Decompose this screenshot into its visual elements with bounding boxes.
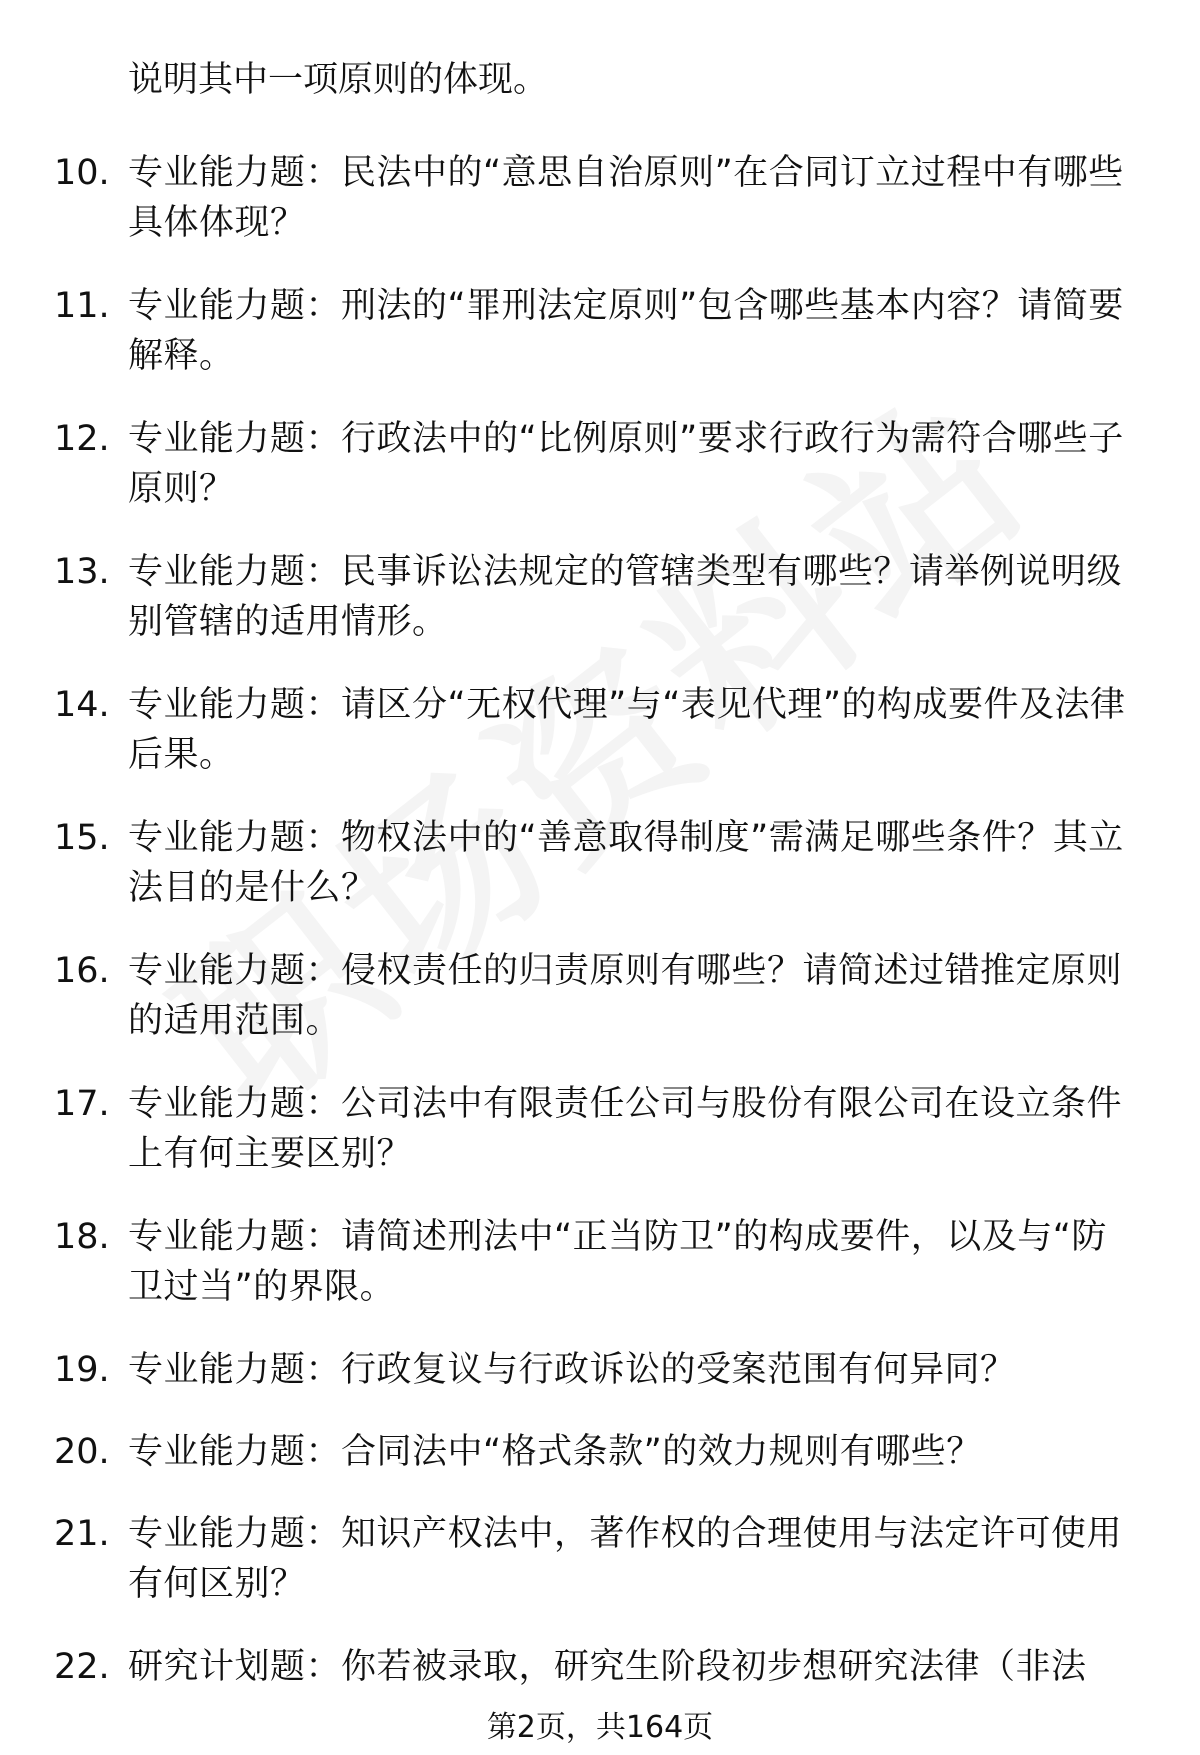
question-number: 10. xyxy=(54,153,110,193)
question-text: 专业能力题：民事诉讼法规定的管辖类型有哪些？请举例说明级别管辖的适用情形。 xyxy=(128,552,1123,642)
question-text: 专业能力题：知识产权法中，著作权的合理使用与法定许可使用有何区别？ xyxy=(128,1514,1123,1604)
question-text: 专业能力题：公司法中有限责任公司与股份有限公司在设立条件上有何主要区别？ xyxy=(128,1084,1123,1174)
question-text: 专业能力题：侵权责任的归责原则有哪些？请简述过错推定原则的适用范围。 xyxy=(128,951,1123,1041)
question-text: 研究计划题：你若被录取，研究生阶段初步想研究法律（非法 xyxy=(128,1647,1087,1687)
question-item xyxy=(0,813,1200,946)
question-number: 16. xyxy=(54,951,110,991)
question-number: 19. xyxy=(54,1350,110,1390)
question-number: 22. xyxy=(54,1647,110,1687)
question-item xyxy=(0,547,1200,680)
question-item xyxy=(0,148,1200,281)
question-text: 专业能力题：民法中的“意思自治原则”在合同订立过程中有哪些具体体现？ xyxy=(128,153,1124,243)
question-item xyxy=(0,946,1200,1079)
question-item xyxy=(0,281,1200,414)
question-text: 专业能力题：合同法中“格式条款”的效力规则有哪些？ xyxy=(128,1432,982,1472)
question-text: 专业能力题：物权法中的“善意取得制度”需满足哪些条件？其立法目的是什么？ xyxy=(128,818,1124,908)
question-number: 14. xyxy=(54,685,110,725)
continuation-text: 说明其中一项原则的体现。 xyxy=(128,60,549,100)
question-text: 专业能力题：请简述刑法中“正当防卫”的构成要件，以及与“防卫过当”的界限。 xyxy=(128,1217,1107,1307)
question-item xyxy=(0,1079,1200,1212)
question-number: 21. xyxy=(54,1514,110,1554)
question-number: 15. xyxy=(54,818,110,858)
question-number: 17. xyxy=(54,1084,110,1124)
question-number: 11. xyxy=(54,286,110,326)
question-text: 专业能力题：行政复议与行政诉讼的受案范围有何异同？ xyxy=(128,1350,1016,1390)
question-item xyxy=(0,1212,1200,1345)
question-item xyxy=(0,1345,1200,1427)
page-footer: 第2页，共164页 xyxy=(486,1710,714,1745)
question-text: 专业能力题：刑法的“罪刑法定原则”包含哪些基本内容？请简要解释。 xyxy=(128,286,1124,376)
question-item xyxy=(0,680,1200,813)
question-text: 专业能力题：行政法中的“比例原则”要求行政行为需符合哪些子原则？ xyxy=(128,419,1124,509)
question-number: 18. xyxy=(54,1217,110,1257)
question-item xyxy=(0,1427,1200,1509)
question-text: 专业能力题：请区分“无权代理”与“表见代理”的构成要件及法律后果。 xyxy=(128,685,1126,775)
question-list xyxy=(0,148,1200,1724)
question-item xyxy=(0,1509,1200,1642)
question-number: 12. xyxy=(54,419,110,459)
question-number: 20. xyxy=(54,1432,110,1472)
question-number: 13. xyxy=(54,552,110,592)
question-item xyxy=(0,414,1200,547)
